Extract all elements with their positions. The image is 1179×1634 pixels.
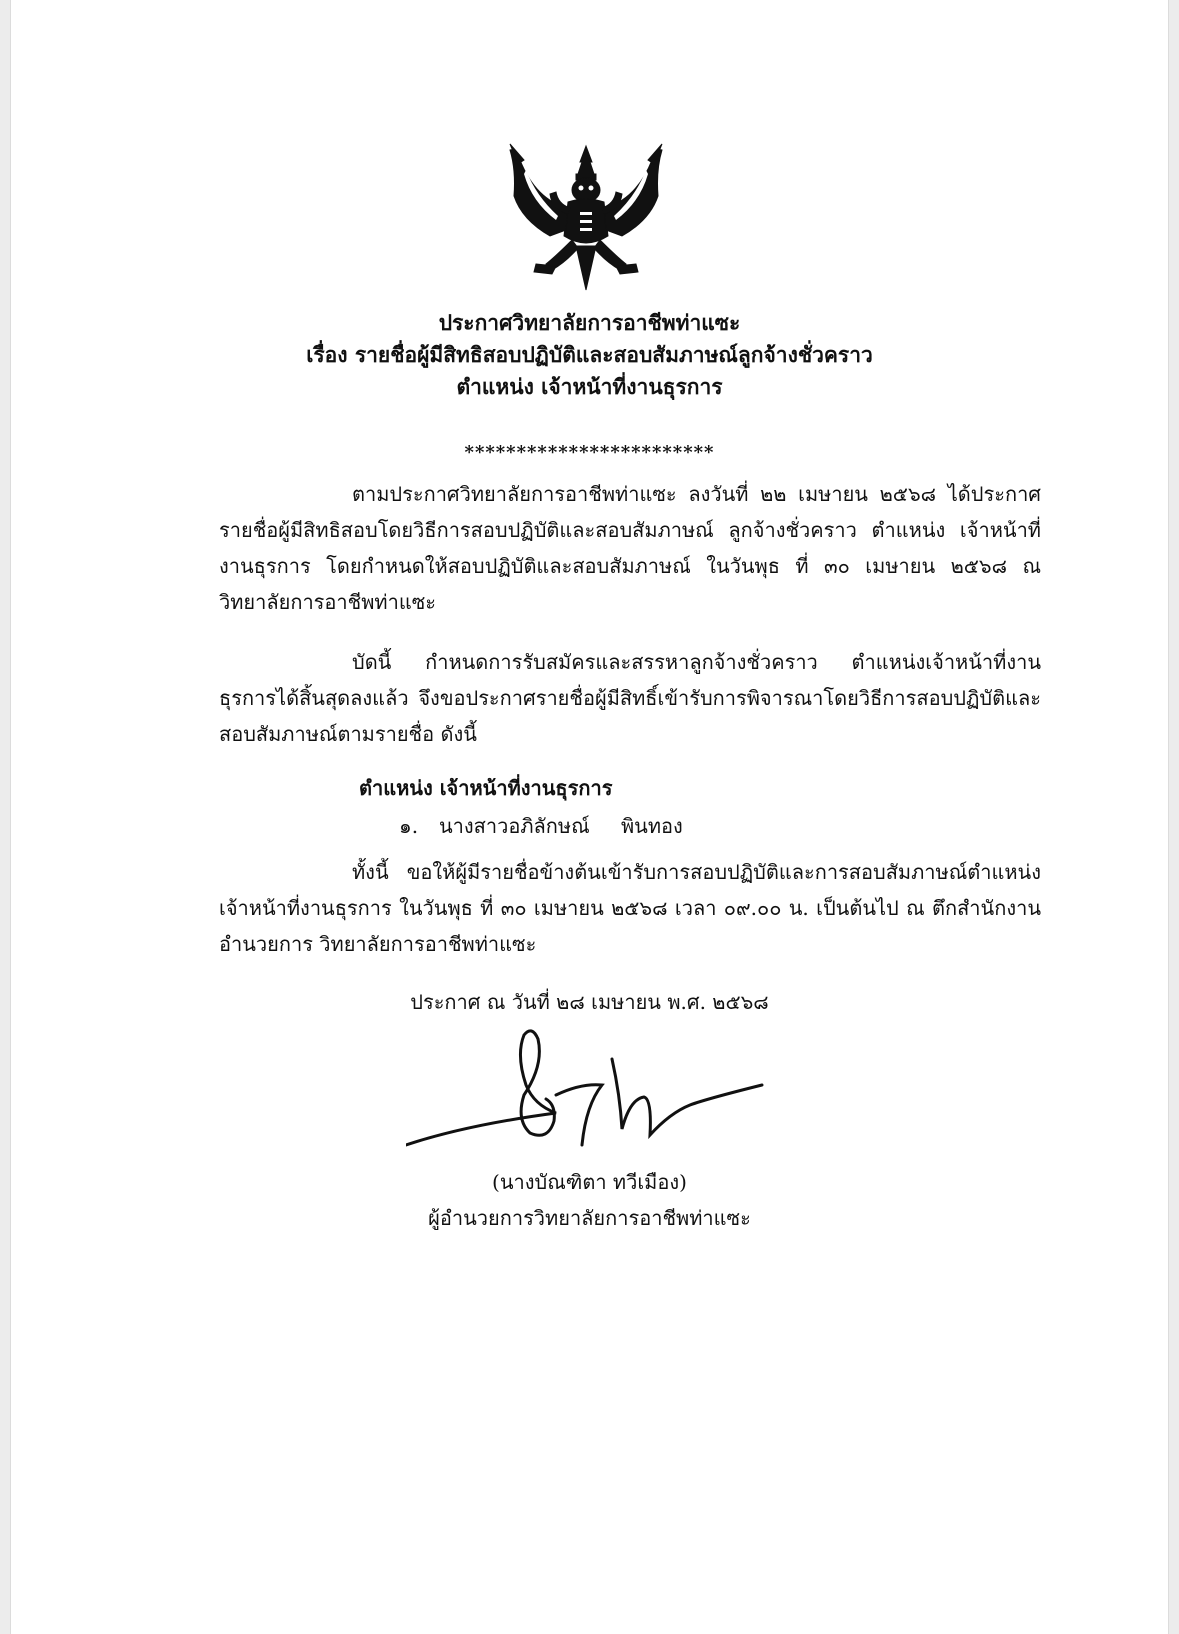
paragraph-1 bbox=[219, 476, 1041, 620]
handwritten-signature bbox=[406, 1025, 806, 1170]
paragraph-3 bbox=[219, 854, 1041, 962]
announcement-date: ประกาศ ณ วันที่ ๒๘ เมษายน พ.ศ. ๒๕๖๘ bbox=[410, 990, 769, 1014]
candidate-name: นางสาวอภิลักษณ์ bbox=[439, 814, 590, 838]
document-page bbox=[10, 0, 1169, 1634]
paragraph-3-text: ทั้งนี้ ขอให้ผู้มีรายชื่อข้างต้นเข้ารับการสอบปฏิบัติและการสอบสัมภาษณ์ตำแหน่งเจ้าหน้าที่งานธุรการ ในวันพุธ ที่ ๓๐ เมษายน ๒๕๖๘ เวลา ๐๙.๐๐ น. เป็นต้นไป ณ ตึกสำนักงานอำนวยการ วิทยาลัยการอาชีพท่าแซะ bbox=[219, 860, 1041, 956]
paragraph-2-text: บัดนี้ กำหนดการรับสมัครและสรรหาลูกจ้างชั่วคราว ตำแหน่งเจ้าหน้าที่งานธุรการได้สิ้นสุดลงแล้ว จึงขอประกาศรายชื่อผู้มีสิทธิ์เข้ารับการพิจารณาโดยวิธีการสอบปฏิบัติและสอบสัมภาษณ์ตามรายชื่อ ดังนี้ bbox=[219, 650, 1041, 746]
list-item bbox=[399, 810, 683, 842]
announcement-subject: เรื่อง รายชื่อผู้มีสิทธิสอบปฏิบัติและสอบสัมภาษณ์ลูกจ้างชั่วคราว bbox=[306, 342, 873, 367]
candidate-surname: พินทอง bbox=[621, 814, 683, 838]
announcement-title: ประกาศวิทยาลัยการอาชีพท่าแซะ bbox=[438, 310, 741, 335]
separator-line: ************************ bbox=[464, 442, 715, 463]
garuda-emblem-icon bbox=[506, 140, 666, 295]
signer-title: ผู้อำนวยการวิทยาลัยการอาชีพท่าแซะ bbox=[428, 1206, 751, 1230]
paragraph-2 bbox=[219, 644, 1041, 752]
signer-name: (นางบัณฑิตา ทวีเมือง) bbox=[492, 1170, 687, 1194]
position-heading: ตำแหน่ง เจ้าหน้าที่งานธุรการ bbox=[359, 776, 613, 800]
list-item-number: ๑. bbox=[399, 814, 419, 838]
paragraph-1-text: ตามประกาศวิทยาลัยการอาชีพท่าแซะ ลงวันที่ ๒๒ เมษายน ๒๕๖๘ ได้ประกาศรายชื่อผู้มีสิทธิสอบโดยวิธีการสอบปฏิบัติและสอบสัมภาษณ์ ลูกจ้างชั่วคราว ตำแหน่ง เจ้าหน้าที่งานธุรการ โดยกำหนดให้สอบปฏิบัติและสอบสัมภาษณ์ ในวันพุธ ที่ ๓๐ เมษายน ๒๕๖๘ ณ วิทยาลัยการอาชีพท่าแซะ bbox=[219, 482, 1041, 614]
announcement-position: ตำแหน่ง เจ้าหน้าที่งานธุรการ bbox=[456, 374, 723, 399]
